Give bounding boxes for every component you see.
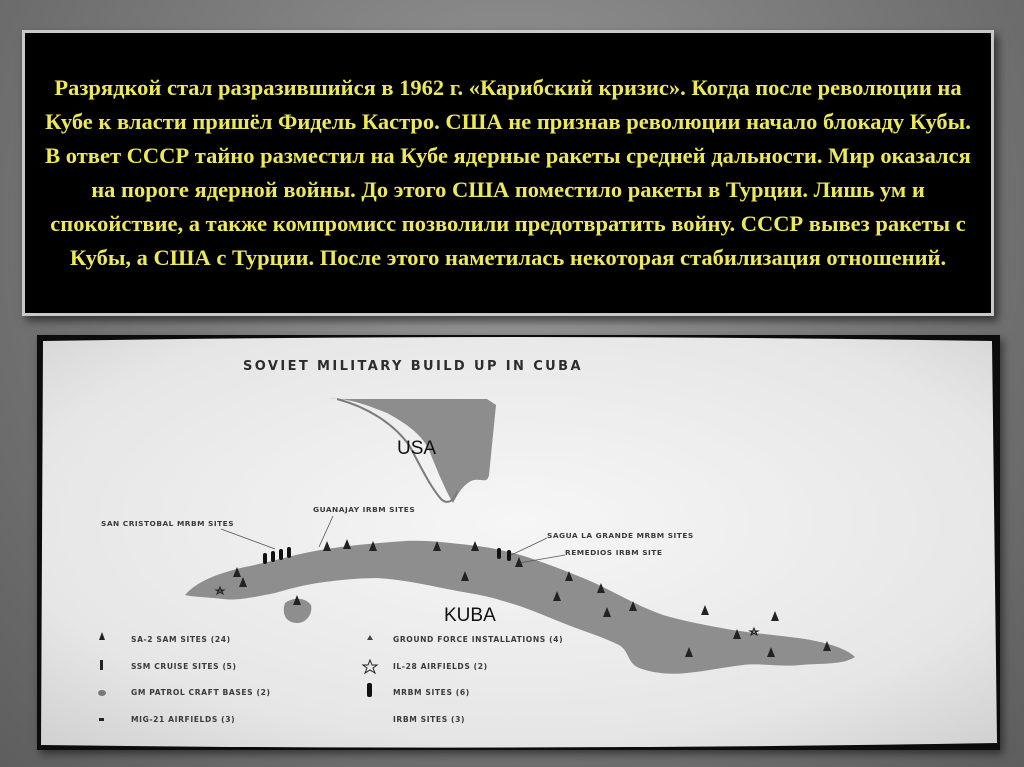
map-title: SOVIET MILITARY BUILD UP IN CUBA (243, 359, 583, 374)
historical-map-photo (37, 335, 1000, 750)
legend-irbm: IRBM SITES (3) (393, 715, 466, 724)
slide-text-box (22, 30, 994, 316)
san-cristobal-label: SAN CRISTOBAL MRBM SITES (101, 519, 235, 528)
legend-mrbm: MRBM SITES (6) (393, 688, 470, 697)
legend-sam: SA-2 SAM SITES (24) (131, 635, 231, 644)
remedios-label: REMEDIOS IRBM SITE (565, 548, 663, 557)
legend-mig: MIG-21 AIRFIELDS (3) (131, 715, 236, 724)
sagua-label: SAGUA LA GRANDE MRBM SITES (547, 531, 694, 540)
legend-ground: GROUND FORCE INSTALLATIONS (4) (393, 635, 564, 644)
usa-label: USA (397, 438, 437, 459)
cuba-label: KUBA (444, 605, 496, 626)
legend-il28: IL-28 AIRFIELDS (2) (393, 662, 488, 671)
guanajay-label: GUANAJAY IRBM SITES (313, 505, 416, 514)
slide-text: Разрядкой стал разразившийся в 1962 г. «Карибский кризис». Когда после революции на Кубе к власти пришёл Фидель Кастро. США не признав революции начало блокаду Кубы. В ответ СССР тайно разместил на Кубе ядерные ракеты средней дальности. Мир оказался на пороге ядерной войны. До этого США поместило ракеты в Турции. Лишь ум и спокойствие, а также компромисс позволили предотвратить войну. СССР вывез ракеты с Кубы, а США с Турции. После этого наметилась некоторая стабилизация отношений. (45, 75, 971, 270)
legend-patrol: GM PATROL CRAFT BASES (2) (131, 688, 271, 697)
legend-ssm: SSM CRUISE SITES (5) (131, 662, 237, 671)
